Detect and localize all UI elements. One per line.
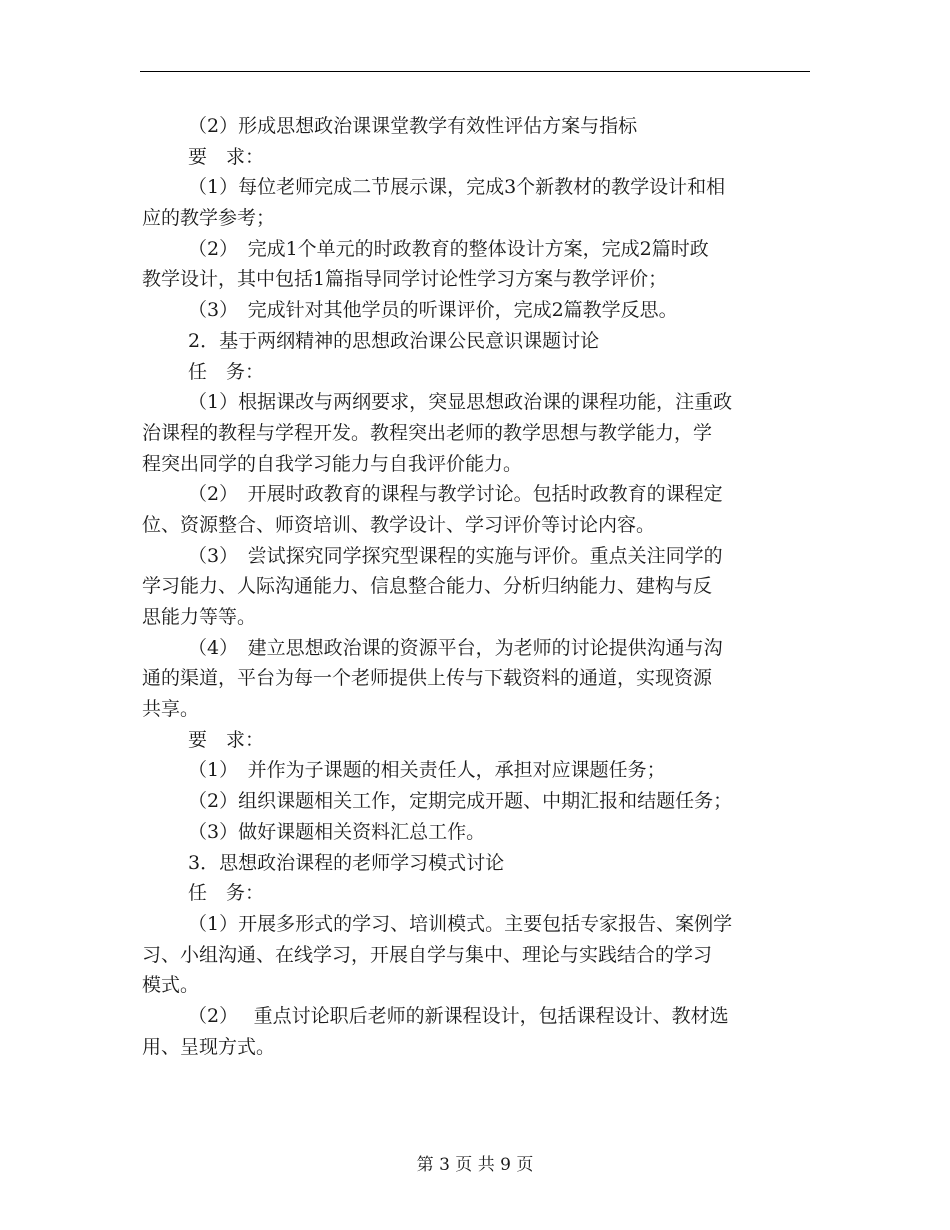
paragraph-line: （2） 完成1个单元的时政教育的整体设计方案，完成2篇时政 <box>188 237 709 260</box>
section-label-requirements: 要 求： <box>188 145 265 168</box>
section-heading: 2．基于两纲精神的思想政治课公民意识课题讨论 <box>188 329 600 352</box>
paragraph-line: （2） 重点讨论职后老师的新课程设计，包括课程设计、教材选 <box>188 1004 729 1027</box>
paragraph-line: （1）每位老师完成二节展示课，完成3个新教材的教学设计和相 <box>188 176 726 199</box>
paragraph-line: 程突出同学的自我学习能力与自我评价能力。 <box>142 452 523 475</box>
header-rule <box>140 71 810 72</box>
paragraph-line: （3） 尝试探究同学探究型课程的实施与评价。重点关注同学的 <box>188 544 723 567</box>
paragraph-line: 学习能力、人际沟通能力、信息整合能力、分析归纳能力、建构与反 <box>142 575 713 598</box>
paragraph-line: 治课程的教程与学程开发。教程突出老师的教学思想与教学能力，学 <box>142 421 713 444</box>
page-number-footer: 第 3 页 共 9 页 <box>416 1155 534 1175</box>
section-heading: 3．思想政治课程的老师学习模式讨论 <box>188 851 505 874</box>
paragraph-line: 应的教学参考； <box>142 207 276 230</box>
paragraph-line: 教学设计，其中包括1篇指导同学讨论性学习方案与教学评价； <box>142 268 668 291</box>
paragraph-line: （2） 开展时政教育的课程与教学讨论。包括时政教育的课程定 <box>188 483 723 506</box>
paragraph-line: 通的渠道，平台为每一个老师提供上传与下载资料的通道，实现资源 <box>142 667 713 690</box>
paragraph-line: （3） 完成针对其他学员的听课评价，完成2篇教学反思。 <box>188 299 678 322</box>
paragraph-line: （4） 建立思想政治课的资源平台，为老师的讨论提供沟通与沟 <box>188 636 723 659</box>
paragraph-line: 位、资源整合、师资培训、教学设计、学习评价等讨论内容。 <box>142 513 656 536</box>
paragraph-line: 共享。 <box>142 698 200 721</box>
document-body <box>142 111 810 1062</box>
paragraph-line: （1） 并作为子课题的相关责任人，承担对应课题任务； <box>188 759 666 782</box>
section-label-tasks: 任 务： <box>188 882 265 905</box>
section-label-requirements: 要 求： <box>188 728 265 751</box>
paragraph-line: （3）做好课题相关资料汇总工作。 <box>188 820 486 843</box>
paragraph-line: （1）根据课改与两纲要求，突显思想政治课的课程功能，注重政 <box>188 391 733 414</box>
paragraph-line: （1）开展多形式的学习、培训模式。主要包括专家报告、案例学 <box>188 912 733 935</box>
paragraph-line: 习、小组沟通、在线学习，开展自学与集中、理论与实践结合的学习 <box>142 943 713 966</box>
paragraph-line: （2）形成思想政治课课堂教学有效性评估方案与指标 <box>188 115 638 137</box>
paragraph-line: （2）组织课题相关工作，定期完成开题、中期汇报和结题任务； <box>188 790 733 813</box>
paragraph-line: 模式。 <box>142 974 200 997</box>
section-label-tasks: 任 务： <box>188 360 265 383</box>
paragraph-line: 思能力等等。 <box>142 606 257 628</box>
paragraph-line: 用、呈现方式。 <box>142 1035 276 1058</box>
